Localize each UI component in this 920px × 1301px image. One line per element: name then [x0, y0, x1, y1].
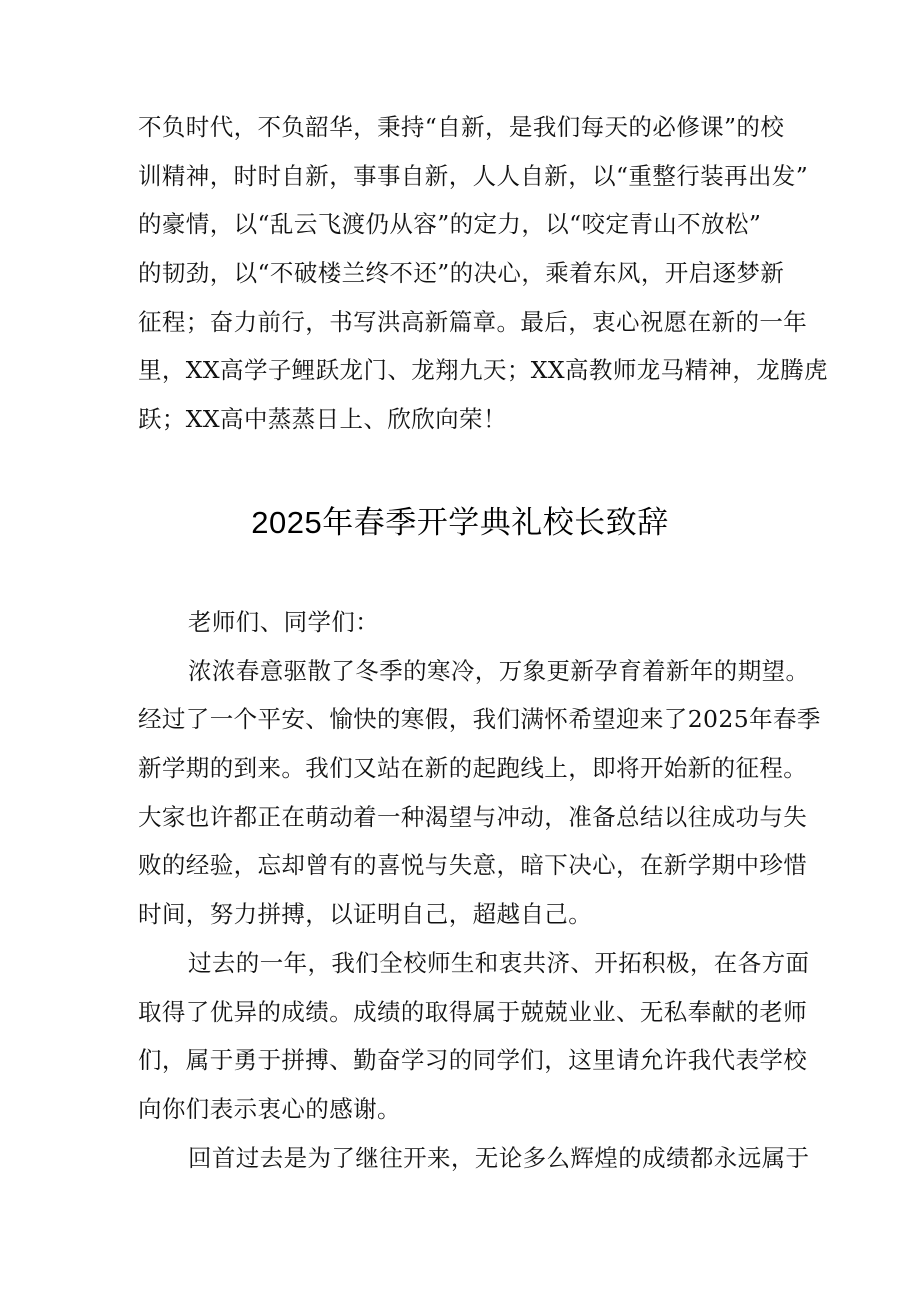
text-line: 的韧劲，以“不破楼兰终不还”的决心，乘着东风，开启逐梦新 [138, 259, 785, 288]
text-line: 向你们表示衷心的感谢。 [138, 1094, 401, 1123]
text-line: 里，XX高学子鲤跃龙门、龙翔九天；XX高教师龙马精神，龙腾虎 [138, 356, 828, 385]
document-title: 2025年春季开学典礼校长致辞 [251, 505, 669, 540]
text-line: 不负时代，不负韶华，秉持“自新，是我们每天的必修课”的校 [138, 113, 785, 141]
text-line: 时间，努力拼搏，以证明自己，超越自己。 [138, 900, 593, 929]
speech-body [138, 598, 821, 1182]
text-line: 们，属于勇于拼搏、勤奋学习的同学们，这里请允许我代表学校 [138, 1046, 808, 1075]
text-line: 败的经验，忘却曾有的喜悦与失意，暗下决心，在新学期中珍惜 [138, 851, 808, 880]
text-line: 跃；XX高中蒸蒸日上、欣欣向荣！ [138, 405, 507, 434]
text-line: 征程；奋力前行，书写洪高新篇章。最后，衷心祝愿在新的一年 [138, 307, 808, 336]
paragraph [138, 647, 821, 939]
paragraph [138, 1134, 810, 1183]
text-line: 取得了优异的成绩。成绩的取得属于兢兢业业、无私奉献的老师 [138, 997, 808, 1026]
salutation: 老师们、同学们： [188, 608, 380, 636]
text-line: 浓浓春意驱散了冬季的寒冷，万象更新孕育着新年的期望。 [188, 656, 810, 685]
previous-section-text [138, 103, 828, 444]
text-line: 新学期的到来。我们又站在新的起跑线上，即将开始新的征程。 [138, 754, 808, 783]
text-line: 过去的一年，我们全校师生和衷共济、开拓积极，在各方面 [188, 948, 810, 977]
text-line: 回首过去是为了继往开来，无论多么辉煌的成绩都永远属于 [188, 1143, 810, 1172]
text-line: 的豪情，以“乱云飞渡仍从容”的定力，以“咬定青山不放松” [138, 210, 762, 239]
text-line: 大家也许都正在萌动着一种渴望与冲动，准备总结以往成功与失 [138, 802, 808, 831]
paragraph [138, 939, 810, 1134]
text-line: 经过了一个平安、愉快的寒假，我们满怀希望迎来了2025年春季 [138, 705, 821, 734]
text-line: 训精神，时时自新，事事自新，人人自新，以“重整行装再出发” [138, 161, 809, 190]
